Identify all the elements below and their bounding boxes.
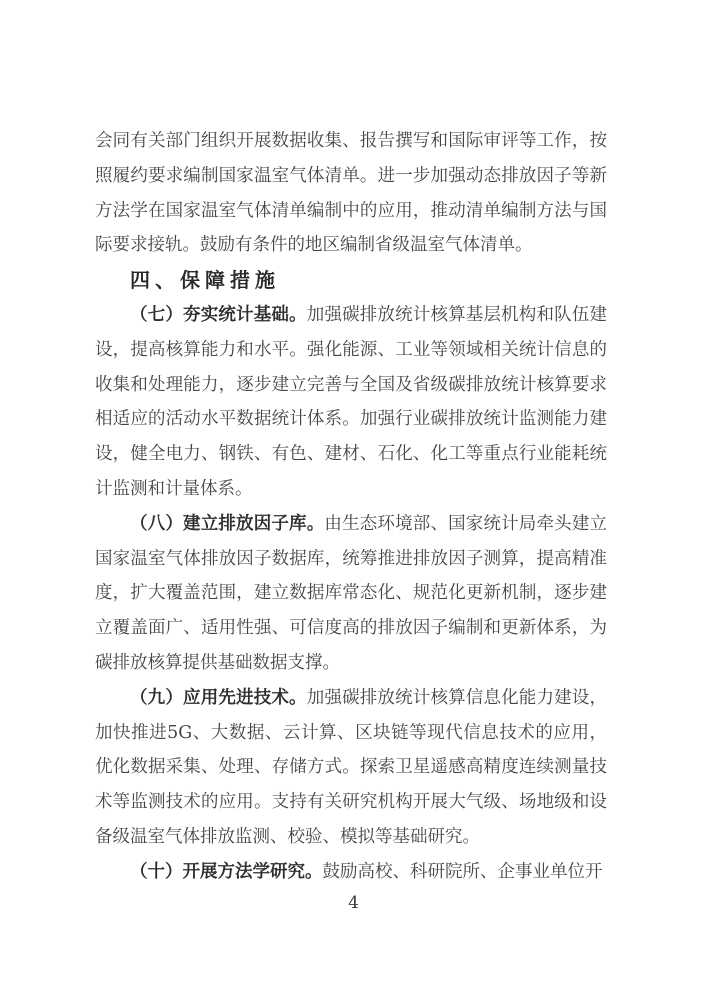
item-7-title: （七）夯实统计基础。 — [130, 304, 307, 325]
section-heading: 四、保障措施 — [130, 268, 280, 293]
item-10-body: 鼓励高校、科研院所、企事业单位开 — [322, 861, 603, 882]
item-9-body: 加强碳排放统计核算信息化能力建设，加快推进5G、大数据、云计算、区块链等现代信息技术的应用，优化数据采集、处理、存储方式。探索卫星遥感高精度连续测量技术等监测技术的应用。支持有关研究机构开展大气级、场地级和设备级温室气体排放监测、校验、模拟等基础研究。 — [95, 687, 608, 847]
item-8-title: （八）建立排放因子库。 — [130, 513, 325, 534]
paragraph-item-9 — [95, 681, 607, 855]
paragraph-continuation: 会同有关部门组织开展数据收集、报告撰写和国际审评等工作，按照履约要求编制国家温室气体清单。进一步加强动态排放因子等新方法学在国家温室气体清单编制中的应用，推动清单编制方法与国际要求接轨。鼓励有条件的地区编制省级温室气体清单。 — [95, 131, 607, 256]
item-7-body: 加强碳排放统计核算基层机构和队伍建设，提高核算能力和水平。强化能源、工业等领域相关统计信息的收集和处理能力，逐步建立完善与全国及省级碳排放统计核算要求相适应的活动水平数据统计体系。加强行业碳排放统计监测能力建设，健全电力、钢铁、有色、建材、石化、化工等重点行业能耗统计监测和计量体系。 — [95, 304, 608, 499]
page-number: 4 — [348, 893, 359, 913]
item-9-title: （九）应用先进技术。 — [130, 687, 307, 708]
paragraph-item-8 — [95, 507, 607, 681]
paragraph-item-7 — [95, 298, 607, 507]
paragraph-item-10 — [95, 855, 607, 890]
item-8-body: 由生态环境部、国家统计局牵头建立国家温室气体排放因子数据库，统筹推进排放因子测算，提高精准度，扩大覆盖范围，建立数据库常态化、规范化更新机制，逐步建立覆盖面广、适用性强、可信度高的排放因子编制和更新体系，为碳排放核算提供基础数据支撑。 — [95, 513, 608, 673]
item-10-title: （十）开展方法学研究。 — [130, 861, 323, 882]
document-body — [95, 124, 607, 890]
